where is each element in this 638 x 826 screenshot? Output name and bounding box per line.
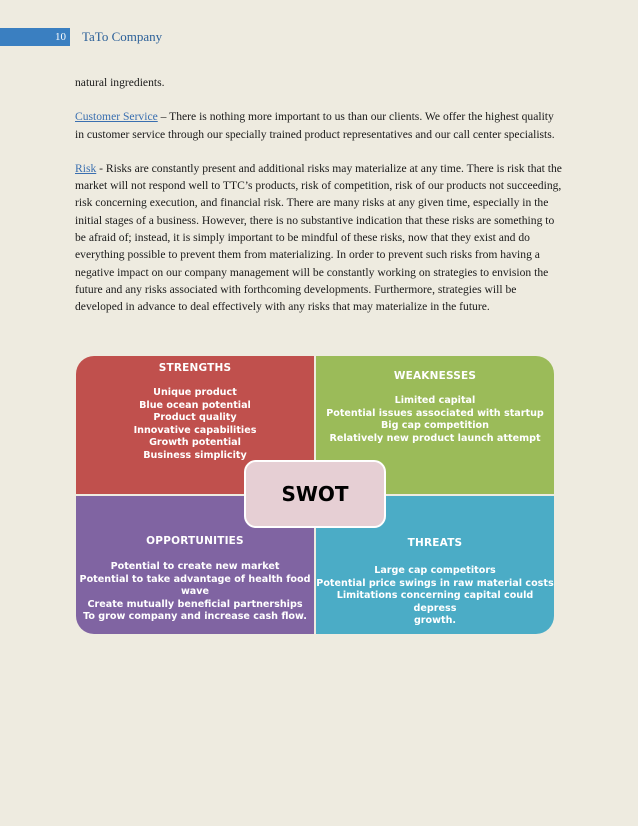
weaknesses-list [326, 395, 544, 445]
weakness-item: Relatively new product launch attempt [329, 432, 541, 444]
strength-item: Product quality [153, 412, 237, 424]
customer-service-text: – There is nothing more important to us than our clients. We offer the highest quality in customer service through our specially trained product representatives and our call center specialists. [75, 110, 555, 141]
weakness-item: Potential issues associated with startup [326, 407, 544, 419]
threats-title: THREATS [407, 537, 463, 549]
swot-diagram [76, 356, 554, 634]
strength-item: Growth potential [149, 437, 241, 449]
strength-item: Unique product [153, 387, 237, 398]
strengths-title: STRENGTHS [158, 362, 232, 374]
opportunities-list [80, 561, 311, 624]
opportunity-item: wave [180, 586, 210, 598]
opportunity-item: Potential to create new market [110, 561, 280, 572]
opportunity-item: Create mutually beneficial partnerships [87, 598, 303, 610]
page-header [0, 28, 638, 46]
threat-item: Potential price swings in raw material costs [316, 577, 554, 589]
threats-list [316, 565, 554, 628]
weakness-item: Big cap competition [380, 420, 489, 432]
strength-item: Blue ocean potential [139, 399, 251, 411]
risk-paragraph [75, 160, 565, 316]
opportunity-item: Potential to take advantage of health food [79, 573, 311, 585]
company-name: TaTo Company [82, 29, 163, 44]
swot-center-label: SWOT [244, 460, 386, 528]
strength-item: Innovative capabilities [133, 424, 257, 436]
page-number-bar [0, 28, 70, 46]
strengths-list [134, 387, 257, 463]
threat-item: growth. [413, 615, 457, 627]
strength-item: Business simplicity [143, 449, 247, 461]
customer-service-paragraph [75, 108, 565, 143]
risk-link[interactable]: Risk [75, 161, 97, 175]
weaknesses-title: WEAKNESSES [393, 370, 477, 382]
threat-item: Large cap competitors [374, 565, 496, 576]
page-number: 10 [55, 31, 66, 43]
opportunities-title: OPPORTUNITIES [146, 535, 244, 547]
customer-service-link[interactable]: Customer Service [75, 110, 158, 124]
threat-item: Limitations concerning capital could depress [336, 590, 534, 614]
risk-text: - Risks are constantly present and additional risks may materialize at any time. There is risk that the market will not respond well to TTC’s products, risk of competition, risk of our products not succeeding, risk concerning execution, and financial risk. There are many risks at any given time, especially in the initial stages of a business. However, there is no substantive indication that these risks are something to be afraid of; instead, it is simply important to be mindful of these risks, now that they exist and do everything possible to prevent them from materializing. In order to prevent such risks from having a negative impact on our company management will be constantly working on strategies to envision the future and any risks associated with forthcoming developments. Furthermore, strategies will be developed in advance to deal effectively with any risks that may materialize in the future. [75, 161, 562, 314]
opportunity-item: To grow company and increase cash flow. [83, 611, 307, 623]
intro-paragraph: natural ingredients. [75, 76, 165, 89]
body-text [75, 74, 565, 316]
weakness-item: Limited capital [394, 395, 476, 406]
